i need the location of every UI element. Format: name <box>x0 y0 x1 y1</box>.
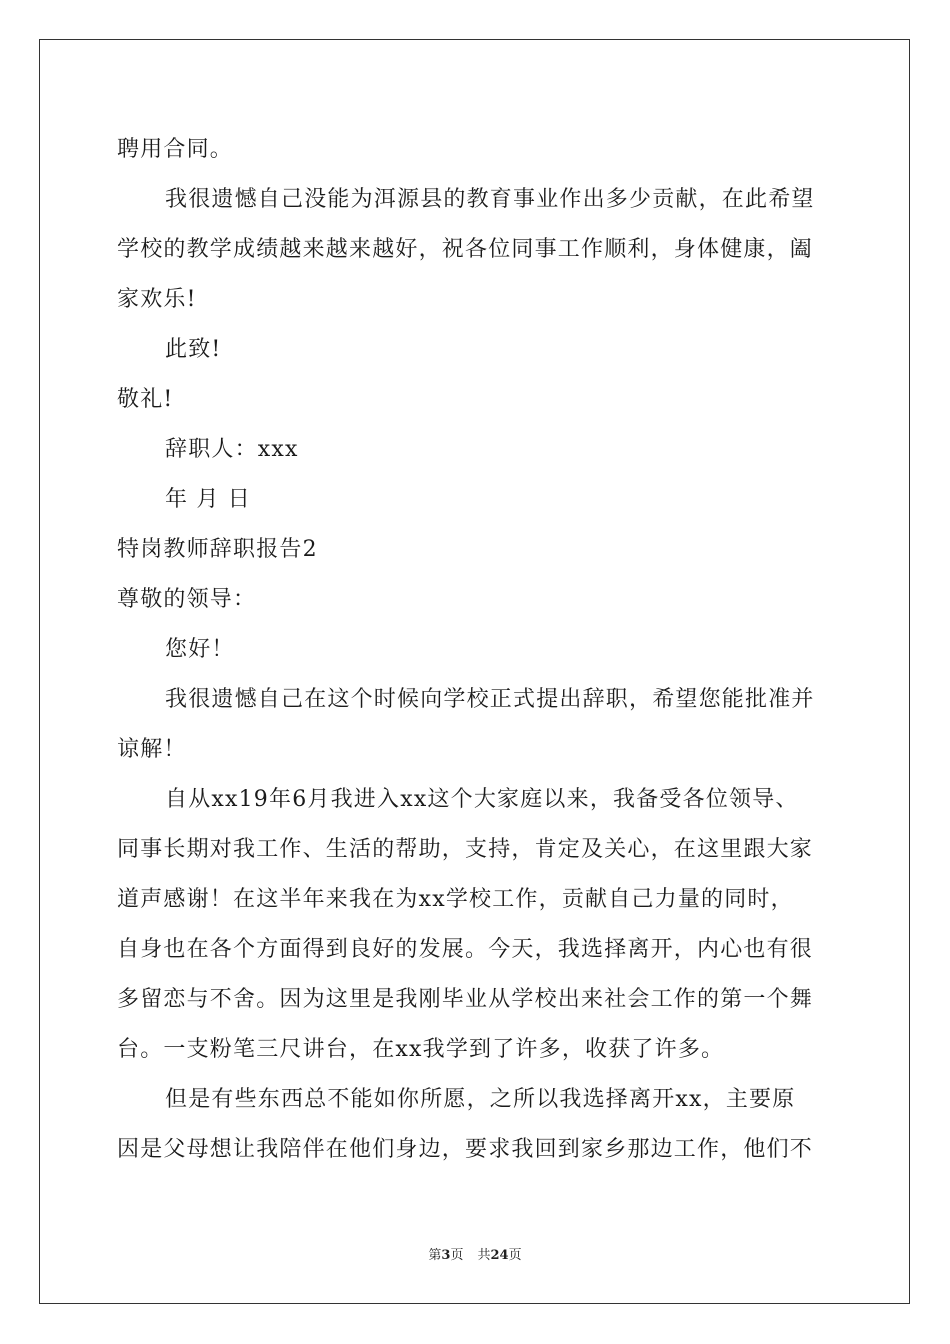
section-title: 特岗教师辞职报告2 <box>117 537 318 562</box>
text-line: 但是有些东西总不能如你所愿，之所以我选择离开xx，主要原 <box>165 1087 796 1112</box>
text-line: 聘用合同。 <box>117 137 234 162</box>
text-line: 多留恋与不舍。因为这里是我刚毕业从学校出来社会工作的第一个舞 <box>117 987 814 1012</box>
page-footer <box>0 1248 950 1264</box>
date-line: 年 月 日 <box>165 487 251 512</box>
text-line: 自从xx19年6月我进入xx这个大家庭以来，我备受各位领导、 <box>165 787 799 812</box>
text-line: 道声感谢！在这半年来我在为xx学校工作，贡献自己力量的同时， <box>117 887 794 912</box>
total-suffix: 页 <box>508 1248 522 1263</box>
closing-phrase: 此致! <box>165 337 222 362</box>
page-number: 3 <box>441 1248 451 1263</box>
text-line: 谅解！ <box>117 737 187 762</box>
text-line: 台。一支粉笔三尺讲台，在xx我学到了许多，收获了许多。 <box>117 1037 725 1062</box>
total-pages: 24 <box>490 1248 509 1263</box>
signature-line: 辞职人：xxx <box>165 437 299 462</box>
closing-salute: 敬礼! <box>117 387 174 412</box>
text-line: 自身也在各个方面得到良好的发展。今天，我选择离开，内心也有很 <box>117 937 814 962</box>
total-prefix: 共 <box>477 1248 491 1263</box>
page-suffix: 页 <box>450 1248 464 1263</box>
page-prefix: 第 <box>428 1248 442 1263</box>
text-line: 我很遗憾自己没能为洱源县的教育事业作出多少贡献，在此希望 <box>165 187 815 212</box>
text-line: 因是父母想让我陪伴在他们身边，要求我回到家乡那边工作，他们不 <box>117 1137 814 1162</box>
greeting: 您好！ <box>165 637 235 662</box>
text-line: 同事长期对我工作、生活的帮助，支持，肯定及关心，在这里跟大家 <box>117 837 814 862</box>
text-line: 家欢乐! <box>117 287 197 312</box>
salutation: 尊敬的领导： <box>117 587 257 612</box>
text-line: 我很遗憾自己在这个时候向学校正式提出辞职，希望您能批准并 <box>165 687 815 712</box>
text-line: 学校的教学成绩越来越来越好，祝各位同事工作顺利，身体健康，阖 <box>117 237 814 262</box>
